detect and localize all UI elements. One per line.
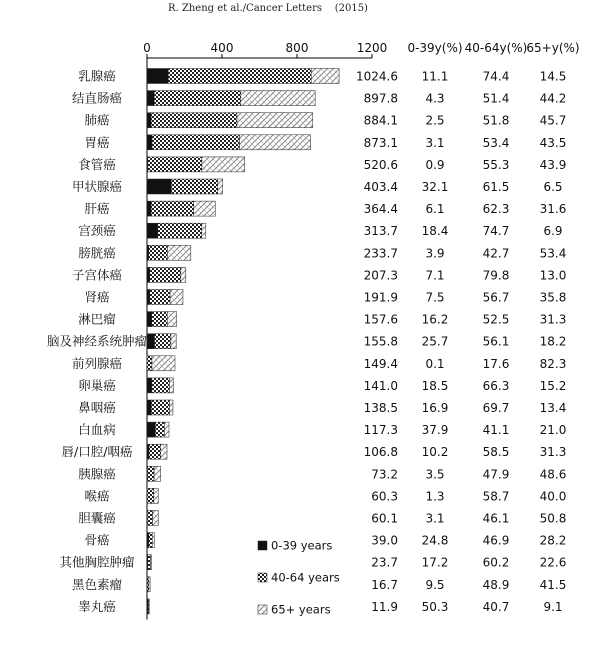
bar-segment	[167, 245, 190, 260]
percent-value: 48.9	[482, 577, 510, 592]
bar-segment	[194, 201, 216, 216]
percent-value: 3.1	[425, 511, 445, 526]
total-value: 141.0	[363, 378, 398, 393]
bar-segment	[147, 466, 154, 481]
bar-segment	[147, 69, 168, 84]
bar-segment	[147, 511, 152, 526]
bar-segment	[151, 400, 169, 415]
total-value: 16.7	[371, 577, 398, 592]
percent-value: 25.7	[421, 334, 449, 349]
bar-segment	[241, 91, 315, 106]
bar-segment	[171, 334, 176, 349]
category-label: 肾癌	[84, 289, 110, 305]
percent-value: 3.5	[425, 467, 445, 482]
total-value: 873.1	[363, 135, 398, 150]
x-tick-label: 400	[210, 41, 234, 55]
total-value: 364.4	[363, 202, 398, 217]
percent-value: 41.5	[539, 577, 567, 592]
percent-value: 41.1	[482, 423, 510, 438]
percent-value: 51.4	[482, 91, 510, 106]
percent-value: 62.3	[482, 202, 510, 217]
bar-segment	[152, 533, 154, 548]
bar-segment	[169, 378, 173, 393]
column-header: 65+y(%)	[526, 41, 580, 55]
bar-segment	[148, 555, 151, 570]
bar-segment	[158, 223, 202, 238]
bar-segment	[147, 201, 151, 216]
total-value: 138.5	[363, 401, 398, 415]
chart-row	[78, 157, 566, 172]
percent-value: 22.6	[539, 555, 567, 570]
category-label: 肝癌	[84, 201, 110, 217]
bar-segment	[147, 400, 151, 415]
percent-value: 15.2	[539, 378, 567, 393]
legend-swatch	[258, 605, 267, 614]
total-value: 897.8	[363, 91, 398, 106]
x-tick-label: 800	[285, 41, 309, 55]
percent-value: 46.1	[482, 511, 510, 526]
column-header: 40-64y(%)	[464, 41, 528, 55]
category-label: 乳腺癌	[78, 68, 116, 84]
chart-row	[78, 69, 566, 84]
bar-segment	[147, 312, 152, 327]
total-value: 23.7	[371, 555, 398, 570]
percent-value: 13.0	[539, 268, 567, 283]
percent-value: 2.5	[425, 113, 445, 128]
category-label: 鼻咽癌	[78, 400, 116, 415]
percent-value: 16.9	[421, 401, 449, 415]
bar-segment	[164, 422, 169, 437]
category-label: 食管癌	[78, 156, 116, 172]
percent-value: 17.6	[482, 356, 510, 371]
category-label: 宫颈癌	[78, 223, 116, 239]
percent-value: 66.3	[482, 378, 510, 393]
category-label: 胰腺癌	[78, 466, 116, 482]
percent-value: 9.5	[425, 577, 445, 592]
percent-value: 3.1	[425, 135, 445, 150]
bar-segment	[147, 422, 155, 437]
bar-segment	[151, 113, 237, 128]
total-value: 39.0	[371, 533, 398, 548]
bar-segment	[147, 356, 152, 371]
total-value: 117.3	[363, 423, 398, 438]
legend	[258, 539, 340, 617]
chart-rows	[47, 69, 566, 614]
bar-segment	[171, 179, 218, 194]
category-label: 睾丸癌	[78, 598, 116, 614]
total-value: 520.6	[363, 157, 398, 172]
percent-value: 6.5	[543, 180, 563, 194]
bar-segment	[147, 179, 171, 194]
percent-value: 40.7	[482, 599, 510, 614]
bar-segment	[154, 466, 161, 481]
bar-segment	[149, 245, 168, 260]
total-value: 60.3	[371, 489, 398, 504]
bar-segment	[152, 356, 175, 371]
x-tick-label: 1200	[356, 41, 388, 55]
chart-row	[47, 334, 566, 349]
total-value: 313.7	[363, 224, 398, 239]
category-label: 唇/口腔/咽癌	[61, 444, 133, 460]
chart-row	[84, 488, 566, 503]
bar-segment	[218, 179, 223, 194]
bar-segment	[170, 290, 183, 305]
bar-segment	[152, 312, 168, 327]
bar-segment	[154, 488, 159, 503]
bar-segment	[147, 267, 150, 282]
bar-segment	[147, 488, 154, 503]
bar-segment	[202, 157, 245, 172]
chart-row	[72, 267, 566, 282]
total-value: 403.4	[363, 180, 398, 194]
percent-value: 3.9	[425, 246, 445, 261]
bar-segment	[147, 533, 149, 548]
percent-value: 6.1	[425, 202, 445, 217]
bar-segment	[311, 69, 339, 84]
total-value: 106.8	[363, 445, 398, 460]
percent-value: 18.5	[421, 378, 449, 393]
percent-value: 50.8	[539, 511, 567, 526]
bar-segment	[147, 290, 150, 305]
chart-row	[72, 356, 566, 371]
percent-value: 53.4	[482, 135, 510, 150]
chart-row	[78, 223, 562, 238]
category-label: 淋巴瘤	[78, 311, 116, 327]
category-label: 甲状腺癌	[71, 179, 123, 194]
total-value: 73.2	[371, 467, 398, 482]
legend-label: 0-39 years	[271, 538, 333, 553]
total-value: 155.8	[363, 334, 398, 349]
category-label: 卵巢癌	[78, 377, 116, 393]
total-value: 207.3	[363, 268, 398, 283]
bar-segment	[152, 135, 239, 150]
bar-segment	[202, 223, 206, 238]
percent-value: 56.1	[482, 334, 510, 349]
bar-segment	[151, 201, 194, 216]
bar-segment	[147, 135, 152, 150]
percent-value: 18.4	[421, 224, 449, 239]
percent-value: 44.2	[539, 91, 567, 106]
bar-segment	[147, 444, 149, 459]
percent-value: 52.5	[482, 312, 510, 327]
legend-swatch	[258, 573, 267, 582]
percent-value: 17.2	[421, 555, 449, 570]
percent-value: 69.7	[482, 401, 510, 415]
category-label: 黑色素瘤	[71, 576, 123, 592]
chart-row	[78, 245, 566, 260]
bar-segment	[150, 267, 181, 282]
chart-row	[72, 91, 566, 106]
chart-row	[62, 444, 567, 459]
category-label: 膀胱癌	[78, 245, 116, 261]
percent-value: 7.1	[425, 268, 445, 283]
percent-value: 42.7	[482, 246, 510, 261]
bar-segment	[147, 378, 152, 393]
percent-value: 9.1	[543, 599, 563, 614]
bar-segment	[149, 533, 152, 548]
total-value: 191.9	[363, 290, 398, 305]
percent-value: 18.2	[539, 334, 567, 349]
percent-value: 1.3	[425, 489, 445, 504]
citation-header: R. Zheng et al./Cancer Letters (2015)	[168, 3, 368, 14]
percent-value: 11.1	[421, 69, 449, 84]
x-tick-label: 0	[143, 41, 151, 55]
chart-row	[84, 201, 566, 216]
percent-value: 51.8	[482, 113, 510, 128]
total-value: 11.9	[371, 599, 398, 614]
percent-value: 37.9	[421, 423, 449, 438]
legend-swatch	[258, 541, 267, 550]
percent-value: 43.5	[539, 135, 567, 150]
percent-value: 45.7	[539, 113, 567, 128]
total-value: 233.7	[363, 246, 398, 261]
percent-value: 31.6	[539, 202, 567, 217]
percent-value: 0.9	[425, 157, 445, 172]
percent-value: 61.5	[482, 180, 510, 194]
percent-value: 46.9	[482, 533, 510, 548]
percent-value: 32.1	[421, 180, 449, 194]
percent-value: 35.8	[539, 290, 567, 305]
total-value: 884.1	[363, 113, 398, 128]
bar-segment	[155, 422, 164, 437]
percent-value: 50.3	[421, 599, 449, 614]
bar-segment	[150, 555, 151, 570]
chart-row	[78, 378, 566, 393]
category-label: 肺癌	[84, 112, 110, 128]
category-label: 胆囊癌	[78, 510, 116, 526]
percent-value: 31.3	[539, 445, 567, 460]
bar-segment	[168, 69, 311, 84]
percent-value: 24.8	[421, 533, 449, 548]
bar-segment	[152, 378, 170, 393]
percent-value: 74.4	[482, 69, 510, 84]
percent-value: 82.3	[539, 356, 567, 371]
category-label: 白血病	[78, 422, 116, 438]
percent-value: 6.9	[543, 224, 563, 239]
bar-segment	[161, 444, 167, 459]
chart-row	[78, 312, 566, 327]
percent-value: 60.2	[482, 555, 510, 570]
category-label: 结直肠癌	[71, 90, 123, 106]
category-label: 骨癌	[84, 532, 110, 548]
bar-segment	[147, 91, 154, 106]
percent-value: 74.7	[482, 224, 510, 239]
chart-row	[59, 555, 566, 570]
percent-value: 0.1	[425, 356, 445, 371]
percent-value: 4.3	[425, 91, 445, 106]
chart-row	[78, 422, 566, 437]
bar-segment	[154, 91, 241, 106]
percent-value: 58.7	[482, 489, 510, 504]
percent-value: 7.5	[425, 290, 445, 305]
bar-segment	[149, 444, 161, 459]
legend-label: 65+ years	[271, 602, 331, 617]
percent-value: 47.9	[482, 467, 510, 482]
percent-value: 16.2	[421, 312, 449, 327]
category-label: 其他胸腔肿瘤	[59, 554, 135, 570]
percent-value: 21.0	[539, 423, 567, 438]
bar-segment	[181, 267, 186, 282]
chart-row	[72, 179, 563, 194]
total-value: 157.6	[363, 312, 398, 327]
bar-segment	[155, 334, 171, 349]
bar-segment	[147, 223, 158, 238]
chart-row	[84, 290, 566, 305]
bar-segment	[150, 290, 170, 305]
category-label: 前列腺癌	[71, 355, 123, 371]
bar-segment	[153, 511, 159, 526]
bar-segment	[169, 400, 172, 415]
total-value: 60.1	[371, 511, 398, 526]
legend-label: 40-64 years	[271, 570, 340, 585]
chart-row	[78, 511, 566, 526]
category-label: 子宫体癌	[71, 267, 123, 283]
chart-row	[78, 400, 566, 415]
bar-segment	[147, 245, 149, 260]
percent-value: 56.7	[482, 290, 510, 305]
percent-value: 79.8	[482, 268, 510, 283]
percent-value: 10.2	[421, 445, 449, 460]
bar-segment	[149, 577, 150, 592]
chart-row	[84, 113, 566, 128]
bar-segment	[148, 157, 202, 172]
chart-row	[78, 466, 566, 481]
bar-segment	[147, 334, 155, 349]
bar-segment	[237, 113, 313, 128]
bar-segment	[147, 113, 151, 128]
category-label: 胃癌	[84, 134, 110, 150]
percent-value: 31.3	[539, 312, 567, 327]
column-headers	[407, 41, 579, 55]
column-header: 0-39y(%)	[407, 41, 463, 55]
percent-value: 58.5	[482, 445, 510, 460]
chart-row	[84, 135, 566, 150]
percent-value: 48.6	[539, 467, 567, 482]
percent-value: 55.3	[482, 157, 510, 172]
total-value: 149.4	[363, 356, 398, 371]
percent-value: 28.2	[539, 533, 567, 548]
percent-value: 13.4	[539, 401, 567, 415]
percent-value: 43.9	[539, 157, 567, 172]
category-label: 喉癌	[84, 488, 110, 504]
category-label: 脑及神经系统肿瘤	[46, 333, 148, 349]
total-value: 1024.6	[356, 69, 398, 84]
percent-value: 40.0	[539, 489, 567, 504]
percent-value: 14.5	[539, 69, 567, 84]
percent-value: 53.4	[539, 246, 567, 261]
bar-segment	[239, 135, 310, 150]
bar-segment	[167, 312, 176, 327]
